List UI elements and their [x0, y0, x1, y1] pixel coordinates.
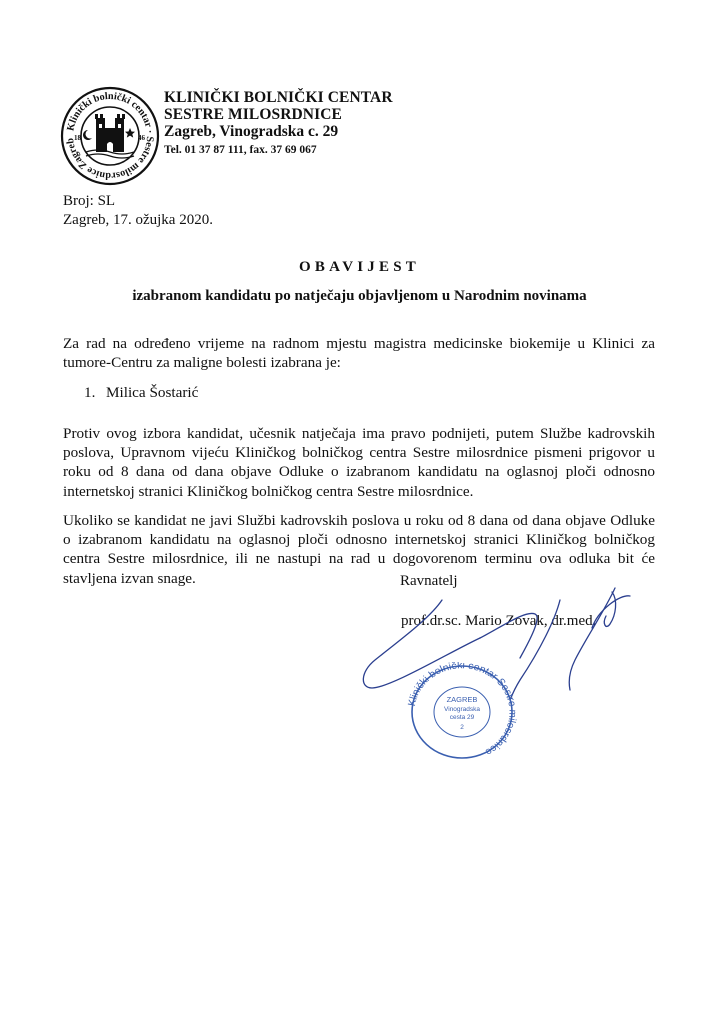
stamp-street: Vinogradska — [443, 706, 481, 713]
reference-block — [63, 192, 213, 230]
objection-paragraph: Protiv ovog izbora kandidat, učesnik natječaja ima pravo podnijeti, putem Službe kadrovskih poslova, Upravnom vijeću Kliničkog bolničkog centra Sestre milosrdnice pismeni prigovor u roku od 8 dana od dana objave Odluke o izabranom kandidatu na oglasnoj ploči odnosno internetskoj stranici Kliničkog bolničkog centra Sestre milosrdnice. — [63, 425, 655, 500]
signatory-name: prof.dr.sc. Mario Zovak, dr.med. — [401, 613, 597, 629]
logo-year-left: 18 — [74, 134, 81, 142]
document-title: OBAVIJEST — [299, 259, 420, 275]
stamp-city: ZAGREB — [446, 695, 478, 704]
org-name-line2: SESTRE MILOSRDNICE — [164, 105, 342, 123]
org-contact: Tel. 01 37 87 111, fax. 37 69 067 — [164, 144, 317, 157]
logo-year-right: 46 — [138, 134, 145, 142]
list-item-number: 1. — [84, 384, 96, 401]
candidate-name: Milica Šostarić — [106, 384, 199, 401]
svg-text:Klinički bolnički centar · Ses: Klinički bolnički centar · Sestre milosrdnice Zagreb — [64, 90, 156, 182]
org-address: Zagreb, Vinogradska c. 29 — [164, 123, 339, 141]
intro-paragraph: Za rad na određeno vrijeme na radnom mjestu magistra medicinske biokemije u Klinici za tumore-Centru za maligne bolesti izabrana je: — [63, 335, 655, 372]
svg-text:Klinički bolnički centar Sestr: Klinički bolnički centar Sestre milosrdnice — [406, 662, 518, 758]
signatory-title: Ravnatelj — [400, 573, 458, 589]
stamp-number: 2 — [460, 724, 464, 731]
stamp-street-no: cesta 29 — [449, 714, 475, 721]
candidate-list — [84, 384, 198, 402]
place-date: Zagreb, 17. ožujka 2020. — [63, 212, 213, 228]
hospital-logo — [60, 86, 160, 186]
org-name-line1: KLINIČKI BOLNIČKI CENTAR — [164, 89, 393, 106]
reference-number: Broj: SL — [63, 193, 116, 209]
list-item — [84, 384, 198, 402]
document-subtitle: izabranom kandidatu po natječaju objavljenom u Narodnim novinama — [132, 288, 587, 304]
validity-paragraph: Ukoliko se kandidat ne javi Službi kadrovskih poslova u roku od 8 dana od dana objave Odluke o izabranom kandidatu na oglasnoj ploči odnosno internetskoj stranici Kliničkog bolničkog centra Sestre milosrdnice, ili ne nastupi na rad u dogovorenom terminu ova odluka bit će stavljena izvan snage. — [63, 512, 655, 587]
organization-header — [164, 90, 393, 157]
official-stamp — [404, 662, 520, 762]
